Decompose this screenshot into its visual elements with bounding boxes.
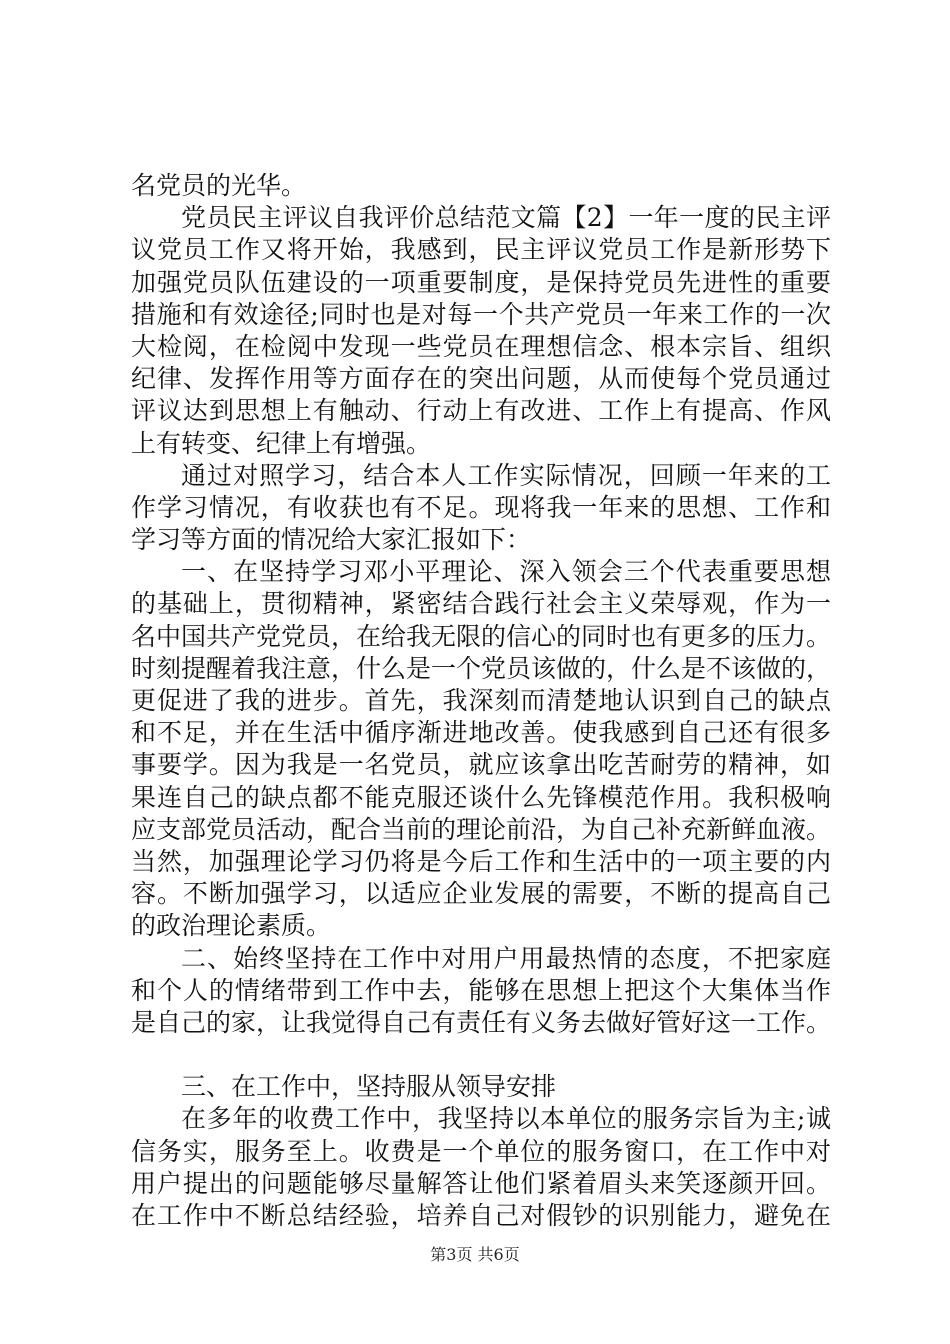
text-line: 党员民主评议自我评价总结范文篇【2】一年一度的民主评 xyxy=(181,203,831,233)
text-line: 措施和有效途径;同时也是对每一个共产党员一年来工作的一次 xyxy=(131,299,831,329)
text-line: 果连自己的缺点都不能克服还谈什么先锋模范作用。我积极响 xyxy=(131,782,831,812)
text-line: 上有转变、纪律上有增强。 xyxy=(131,428,432,458)
text-line: 一、在坚持学习邓小平理论、深入领会三个代表重要思想 xyxy=(181,557,831,587)
text-line: 和个人的情绪带到工作中去，能够在思想上把这个大集体当作 xyxy=(131,975,831,1005)
text-line: 评议达到思想上有触动、行动上有改进、工作上有提高、作风 xyxy=(131,396,831,426)
text-line: 更促进了我的进步。首先，我深刻而清楚地认识到自己的缺点 xyxy=(131,686,831,715)
text-line: 用户提出的问题能够尽量解答让他们紧着眉头来笑逐颜开回。 xyxy=(131,1168,831,1198)
text-line: 信务实，服务至上。收费是一个单位的服务窗口，在工作中对 xyxy=(131,1136,831,1166)
text-line: 的基础上，贯彻精神，紧密结合践行社会主义荣辱观，作为一 xyxy=(131,589,831,619)
text-line: 在多年的收费工作中，我坚持以本单位的服务宗旨为主;诚 xyxy=(181,1104,831,1134)
text-line: 名党员的光华。 xyxy=(131,171,307,200)
text-line: 作学习情况，有收获也有不足。现将我一年来的思想、工作和 xyxy=(131,492,831,522)
text-line: 是自己的家，让我觉得自己有责任有义务去做好管好这一工作。 xyxy=(131,1007,831,1037)
document-body xyxy=(131,170,831,1232)
text-line: 应支部党员活动，配合当前的理论前沿，为自己补充新鲜血液。 xyxy=(131,814,831,844)
text-line: 三、在工作中，坚持服从领导安排 xyxy=(181,1072,557,1102)
page-footer: 第3页 共6页 xyxy=(430,1245,520,1264)
text-line: 通过对照学习，结合本人工作实际情况，回顾一年来的工 xyxy=(181,460,831,490)
text-line: 议党员工作又将开始，我感到，民主评议党员工作是新形势下 xyxy=(131,235,831,265)
blank-line xyxy=(131,1039,831,1071)
text-line: 和不足，并在生活中循序渐进地改善。使我感到自己还有很多 xyxy=(131,718,831,748)
text-line: 在工作中不断总结经验，培养自己对假钞的识别能力，避免在 xyxy=(131,1201,831,1230)
text-line: 时刻提醒着我注意，什么是一个党员该做的，什么是不该做的， xyxy=(131,653,831,683)
text-line: 的政治理论素质。 xyxy=(131,911,332,941)
text-line: 名中国共产党党员，在给我无限的信心的同时也有更多的压力。 xyxy=(131,621,831,651)
text-line: 当然，加强理论学习仍将是今后工作和生活中的一项主要的内 xyxy=(131,846,831,876)
text-line: 事要学。因为我是一名党员，就应该拿出吃苦耐劳的精神，如 xyxy=(131,750,831,780)
text-line: 二、始终坚持在工作中对用户用最热情的态度，不把家庭 xyxy=(181,943,831,973)
text-line: 学习等方面的情况给大家汇报如下： xyxy=(131,525,532,555)
text-line: 加强党员队伍建设的一项重要制度，是保持党员先进性的重要 xyxy=(131,267,831,297)
text-line: 容。不断加强学习，以适应企业发展的需要，不断的提高自己 xyxy=(131,879,831,909)
text-line: 大检阅，在检阅中发现一些党员在理想信念、根本宗旨、组织 xyxy=(131,331,831,361)
text-line: 纪律、发挥作用等方面存在的突出问题，从而使每个党员通过 xyxy=(131,364,831,394)
